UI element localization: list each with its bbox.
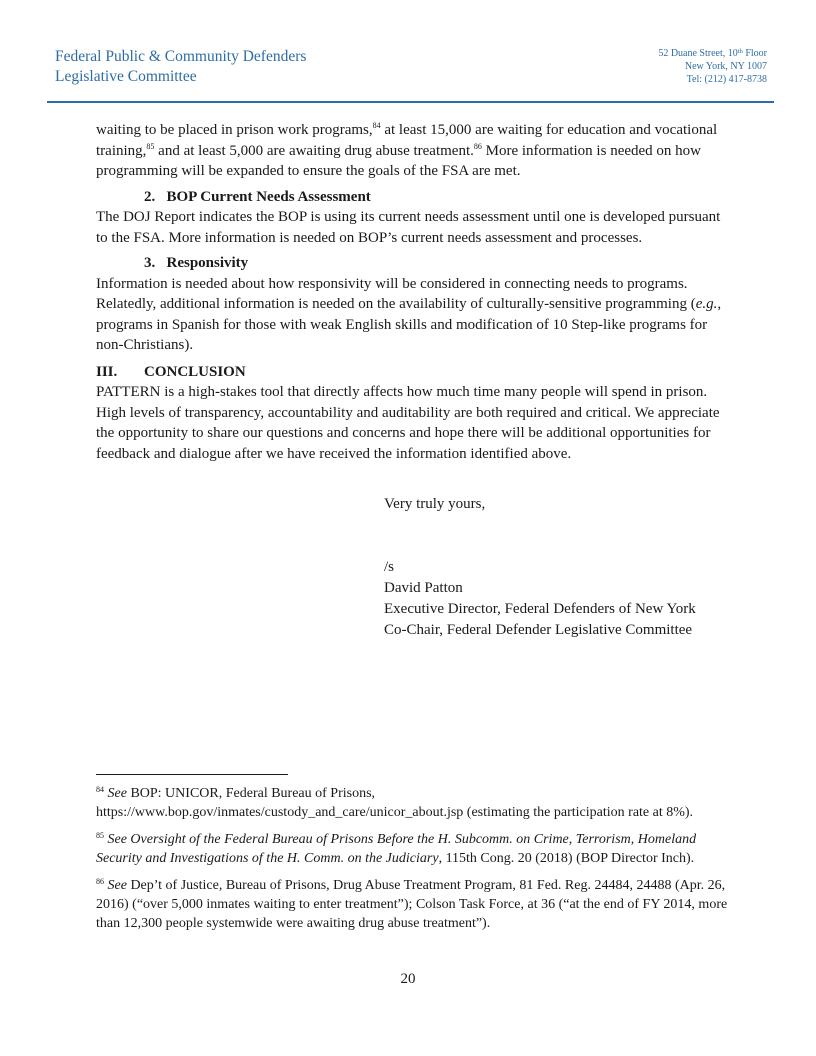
footnote-divider [96, 774, 288, 775]
heading-responsivity: 3. Responsivity [144, 255, 249, 271]
signature-mark: /s [384, 559, 395, 575]
footnote-84: $^{84}$ See BOP: UNICOR, Federal Bureau of Prisons, https://www.bop.gov/inmates/custody_and_care/unicor_about.jsp (estimating the participation rate at 8%). [96, 785, 694, 820]
footnote-ref-85[interactable]: 85 [146, 141, 155, 151]
committee-name: Legislative Committee [55, 68, 197, 85]
address-line-1: 52 Duane Street, 10th Floor [658, 48, 767, 59]
paragraph-conclusion: PATTERN is a high-stakes tool that directly affects how much time many people will spend in prison. High levels of transparency, accountability and auditability are both required and critical. We appreciate the opportunity to share our questions and concerns and hope there will be additional opportunities for feedback and dialogue after we have received the information identified above. [96, 384, 720, 462]
signer-title-1: Executive Director, Federal Defenders of New York [384, 601, 696, 617]
closing: Very truly yours, [384, 496, 486, 512]
footnote-85: $^{85}$ See Oversight of the Federal Bureau of Prisons Before the H. Subcomm. on Crime, Terrorism, Homeland Security and Investigations of the H. Comm. on the Judiciary, 115th Cong. 20 (2018) (BOP Director Inch). [96, 831, 697, 866]
letterhead-address [658, 45, 767, 86]
footnote-86: $^{86}$ See Dep’t of Justice, Bureau of Prisons, Drug Abuse Treatment Program, 81 Fed. Reg. 24484, 24488 (Apr. 26, 2016) (“over 5,000 inmates waiting to enter treatment”); Colson Task Force, at 36 (“at the end of FY 2014, more than 12,300 people systemwide were awaiting drug abuse treatment”). [96, 877, 728, 931]
phone-number: Tel: (212) 417-8738 [686, 74, 767, 85]
page-number: 20 [400, 971, 416, 987]
header-divider [47, 101, 774, 103]
paragraph-needs-assessment: The DOJ Report indicates the BOP is using its current needs assessment until one is developed pursuant to the FSA. More information is needed on BOP’s current needs assessment and processes. [96, 209, 721, 246]
paragraph-programs: waiting to be placed in prison work programs,$^{84}$ at least 15,000 are waiting for education and vocational training,$^{85}$ and at least 5,000 are awaiting drug abuse treatment.$^{86}$ More information is needed on how programming will be expanded to ensure the goals of the FSA are met. [96, 121, 718, 179]
letter-body [96, 120, 726, 464]
signer-title-2: Co-Chair, Federal Defender Legislative Committee [384, 622, 693, 638]
address-line-2: New York, NY 1007 [684, 61, 767, 72]
paragraph-responsivity: Information is needed about how responsivity will be considered in connecting needs to programs. Relatedly, additional information is needed on the availability of culturally-sensitive programming (e.g., programs in Spanish for those with weak English skills and modification of 10 Step-like programs for non-Christians). [96, 275, 722, 353]
heading-conclusion: III. CONCLUSION [96, 363, 246, 380]
signature-block [384, 494, 764, 641]
signer-name: David Patton [384, 580, 463, 596]
footnote-ref-86[interactable]: 86 [473, 141, 482, 151]
letterhead-organization [55, 47, 306, 87]
organization-name: Federal Public & Community Defenders [55, 48, 307, 65]
footnote-ref-84[interactable]: 84 [372, 121, 381, 130]
footnotes [96, 784, 728, 941]
heading-needs-assessment: 2. BOP Current Needs Assessment [144, 188, 371, 205]
